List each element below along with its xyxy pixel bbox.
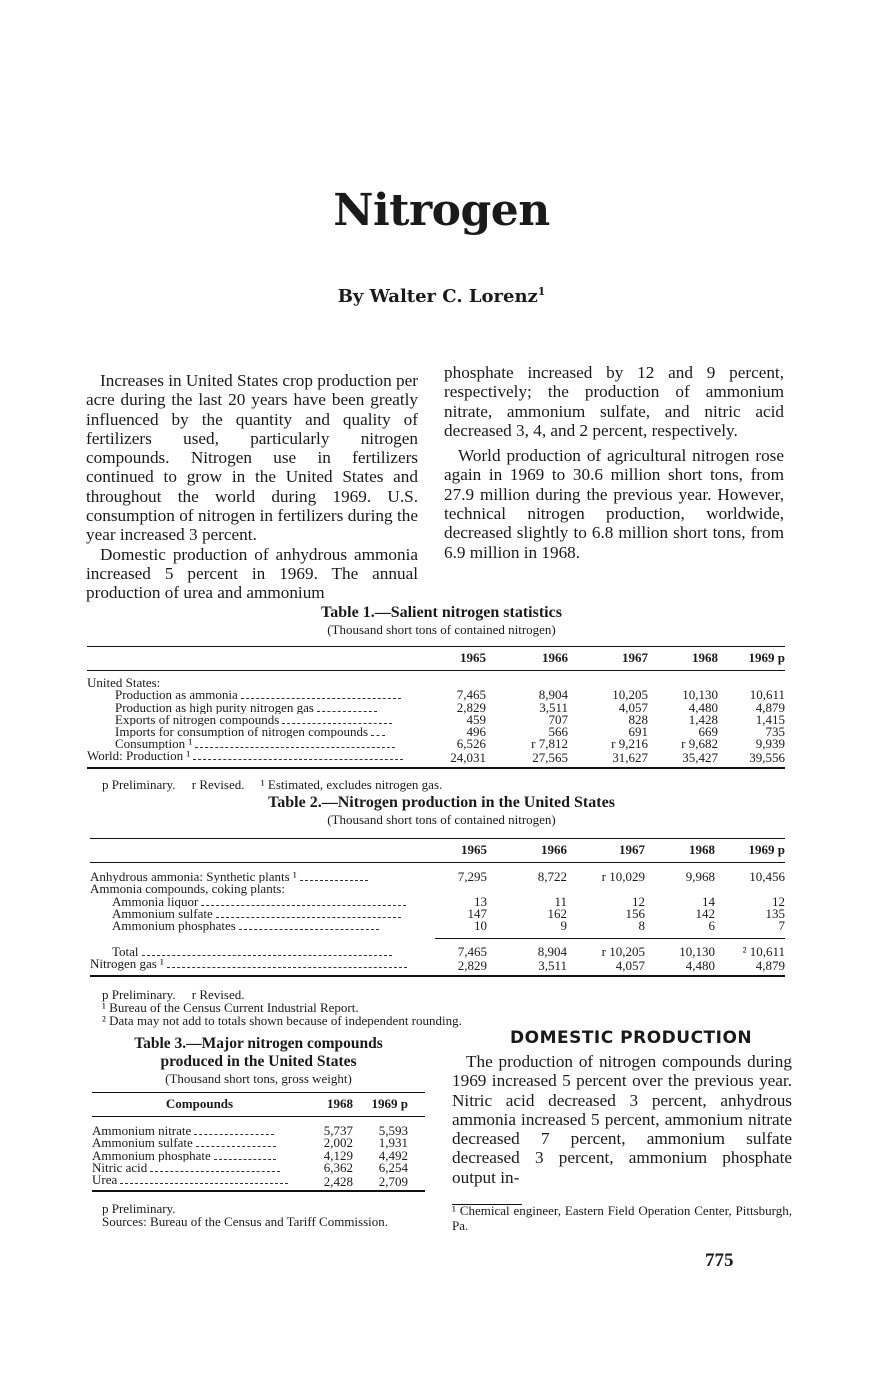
domestic-paragraph-1: The production of nitrogen compounds during 1969 increased 5 percent over the previous year. Nitric acid decreased 3 percent, anhydrous ammonia increased 5 percent, ammonium nitrate decreased 7 percent, ammonium sulfate decreased 3 percent, ammonium phosphate output in- — [452, 1052, 792, 1187]
cell: 2,002 — [323, 1135, 353, 1151]
table-row — [87, 702, 785, 714]
cell: 31,627 — [612, 750, 648, 766]
cell: 3,511 — [538, 958, 567, 974]
cell: 735 — [765, 724, 785, 740]
table-row — [92, 1150, 425, 1162]
intro-paragraph-3: phosphate increased by 12 and 9 percent, respectively; the production of ammonium nitrate, ammonium sulfate, and nitric acid decreased 3, 4, and 2 percent, respectively. — [444, 363, 784, 440]
cell: 2,829 — [457, 958, 487, 974]
table-row — [90, 939, 785, 959]
page-number: 775 — [705, 1250, 734, 1271]
table2-subtitle: (Thousand short tons of contained nitrogen) — [327, 812, 556, 827]
cell: 7,465 — [435, 939, 487, 959]
cell: 8,904 — [538, 687, 568, 703]
cell: 8 — [638, 918, 645, 934]
table2-footnote-3: ² Data may not add to totals shown because of independent rounding. — [102, 1013, 462, 1028]
page-title: Nitrogen — [333, 185, 550, 236]
cell: 156 — [625, 905, 645, 921]
row-label: Nitric acid — [92, 1162, 307, 1174]
cell: 5,737 — [323, 1123, 353, 1139]
byline-footnote-marker: 1 — [537, 285, 546, 298]
row-label: Production as ammonia — [87, 689, 432, 701]
cell: 8,904 — [487, 939, 567, 959]
cell: 7 — [778, 918, 785, 934]
table2-header-1968: 1968 — [689, 842, 715, 857]
cell: 9 — [560, 918, 567, 934]
row-label: Exports of nitrogen compounds — [87, 714, 432, 726]
table1-footnote: p Preliminary. r Revised. ¹ Estimated, excludes nitrogen gas. — [102, 777, 443, 792]
table3-footnote-1: p Preliminary. — [102, 1201, 176, 1216]
cell: 10,456 — [749, 869, 785, 885]
table1-header-1965: 1965 — [460, 650, 486, 665]
cell: 691 — [628, 724, 648, 740]
cell: 12 — [632, 893, 645, 909]
table2-caption — [0, 794, 883, 828]
row-label: Imports for consumption of nitrogen compounds — [87, 726, 432, 738]
table1-header-blank — [87, 646, 432, 671]
cell: 4,480 — [688, 699, 718, 715]
table1-header-row — [87, 646, 785, 671]
row-label: Ammonia compounds, coking plants: — [90, 883, 285, 896]
cell: 8,722 — [537, 869, 567, 885]
row-label: Anhydrous ammonia: Synthetic plants ¹ — [90, 863, 435, 884]
cell: 35,427 — [682, 750, 718, 766]
cell: 162 — [547, 905, 567, 921]
cell: 9,968 — [685, 869, 715, 885]
cell: 9,939 — [755, 736, 785, 752]
cell: 1,931 — [378, 1135, 408, 1151]
cell: 4,057 — [618, 699, 648, 715]
table1-header-1966: 1966 — [542, 650, 568, 665]
cell: 4,879 — [755, 958, 785, 974]
table1-caption — [0, 604, 883, 638]
cell: 10,130 — [682, 687, 718, 703]
right-column — [444, 363, 784, 562]
author-byline — [0, 286, 883, 307]
table1-header-1969: 1969 p — [748, 650, 785, 665]
cell: 10,205 — [612, 687, 648, 703]
cell: 669 — [698, 724, 718, 740]
cell: 6 — [708, 918, 715, 934]
row-label: Ammonium nitrate — [92, 1117, 307, 1138]
cell: 13 — [474, 893, 487, 909]
cell: 1,415 — [755, 711, 785, 727]
table3-header-1969: 1969 p — [371, 1096, 408, 1111]
author-footnote: ¹ Chemical engineer, Eastern Field Operation Center, Pittsburgh, Pa. — [452, 1203, 792, 1233]
cell: 12 — [772, 893, 785, 909]
row-label: Urea — [92, 1174, 307, 1191]
cell: 6,362 — [323, 1159, 353, 1175]
cell: 4,480 — [685, 958, 715, 974]
table2-footnote-1: p Preliminary. r Revised. — [102, 987, 245, 1002]
cell: 24,031 — [450, 750, 486, 766]
table-row — [90, 863, 785, 884]
cell: 5,593 — [378, 1123, 408, 1139]
table2-header-1969: 1969 p — [748, 842, 785, 857]
table3-footnote-2: Sources: Bureau of the Census and Tariff Commission. — [102, 1214, 389, 1229]
cell: r 10,205 — [567, 939, 645, 959]
domestic-production-column — [452, 1052, 792, 1187]
table2-header-1966: 1966 — [541, 842, 567, 857]
cell: 135 — [765, 905, 785, 921]
table1 — [87, 646, 785, 769]
left-column — [86, 371, 418, 603]
table-row — [92, 1117, 425, 1138]
cell: 14 — [702, 893, 715, 909]
cell: 7,295 — [457, 869, 487, 885]
table2-header-blank — [90, 838, 435, 863]
table1-subtitle: (Thousand short tons of contained nitrogen) — [327, 622, 556, 637]
table-row — [87, 738, 785, 750]
cell: 11 — [554, 893, 567, 909]
table3-header-compounds: Compounds — [165, 1096, 234, 1111]
cell: 459 — [466, 711, 486, 727]
table-row — [92, 1174, 425, 1191]
cell: 4,492 — [378, 1147, 408, 1163]
table-row — [90, 896, 785, 908]
cell: r 10,029 — [601, 869, 645, 885]
intro-paragraph-4: World production of agricultural nitrogen rose again in 1969 to 30.6 million short tons, from 27.9 million during the previous year. However, technical nitrogen production, worldwide, decreased slightly to 6.8 million short tons, from 6.9 million in 1968. — [444, 446, 784, 562]
table3-subtitle: (Thousand short tons, gross weight) — [165, 1071, 352, 1086]
cell: 4,057 — [615, 958, 645, 974]
row-label: Ammonium phosphates — [90, 920, 435, 939]
cell: r 7,812 — [531, 736, 568, 752]
cell: 142 — [695, 905, 715, 921]
cell: r 9,216 — [611, 736, 648, 752]
table3-title-line2: produced in the United States — [160, 1053, 357, 1070]
table-row — [90, 908, 785, 920]
table-row — [87, 671, 785, 690]
cell: 2,829 — [456, 699, 486, 715]
cell: 2,709 — [378, 1174, 408, 1190]
table1-title: Table 1.—Salient nitrogen statistics — [321, 604, 562, 621]
row-label: Ammonium phosphate — [92, 1150, 307, 1162]
table-row — [90, 958, 785, 975]
cell: 707 — [548, 711, 568, 727]
table1-header-1967: 1967 — [622, 650, 648, 665]
table-row — [90, 883, 785, 895]
table3-footnotes — [102, 1202, 432, 1228]
intro-paragraph-1: Increases in United States crop production per acre during the last 20 years have been greatly influenced by the quantity and quality of fertilizers used, particularly nitrogen compounds. Nitrogen use in fertilizers continued to grow in the United States and throughout the world during 1969. U.S. consumption of nitrogen in fertilizers during the year increased 3 percent. — [86, 371, 418, 545]
cell: 6,254 — [378, 1159, 408, 1175]
cell: 1,428 — [688, 711, 718, 727]
cell: 4,129 — [323, 1147, 353, 1163]
cell: 496 — [466, 724, 486, 740]
table2-title: Table 2.—Nitrogen production in the United States — [268, 794, 615, 811]
cell: 27,565 — [532, 750, 568, 766]
cell: 10,130 — [645, 939, 715, 959]
row-label: Ammonium sulfate — [90, 908, 435, 920]
table2-footnotes — [102, 988, 462, 1027]
table3 — [92, 1092, 425, 1192]
table1-group-label: United States: — [87, 675, 161, 690]
table3-header-row — [92, 1092, 425, 1117]
cell: r 9,682 — [681, 736, 718, 752]
table3-caption — [92, 1035, 425, 1087]
cell: 39,556 — [749, 750, 785, 766]
cell: 147 — [467, 905, 487, 921]
table-row — [90, 920, 785, 939]
row-label: World: Production ¹ — [87, 750, 432, 767]
table-row — [87, 750, 785, 767]
row-label: Total — [90, 939, 435, 959]
row-label: Nitrogen gas ¹ — [90, 958, 435, 975]
table2-header-1967: 1967 — [619, 842, 645, 857]
table2-header-1965: 1965 — [461, 842, 487, 857]
table2-footnote-2: ¹ Bureau of the Census Current Industrial Report. — [102, 1000, 359, 1015]
cell: 828 — [628, 711, 648, 727]
table-row — [92, 1162, 425, 1174]
table-row — [87, 714, 785, 726]
cell: 10 — [474, 918, 487, 934]
cell: 10,611 — [749, 687, 785, 703]
table3-header-1968: 1968 — [327, 1096, 353, 1111]
cell: 2,428 — [323, 1174, 353, 1190]
row-label: Consumption ¹ — [87, 738, 432, 750]
table-row — [87, 689, 785, 701]
table2 — [90, 838, 785, 977]
row-label: Ammonia liquor — [90, 896, 435, 908]
table2-header-row — [90, 838, 785, 863]
row-label: Production as high purity nitrogen gas — [87, 702, 432, 714]
table3-title-line1: Table 3.—Major nitrogen compounds — [134, 1035, 383, 1052]
section-heading-domestic-production: DOMESTIC PRODUCTION — [510, 1028, 753, 1048]
cell: 7,465 — [456, 687, 486, 703]
table1-header-1968: 1968 — [692, 650, 718, 665]
row-label: Ammonium sulfate — [92, 1137, 307, 1149]
cell: 566 — [548, 724, 568, 740]
cell: 4,879 — [755, 699, 785, 715]
table-row — [92, 1137, 425, 1149]
intro-paragraph-2: Domestic production of anhydrous ammonia increased 5 percent in 1969. The annual production of urea and ammonium — [86, 544, 418, 603]
author-name: By Walter C. Lorenz — [337, 286, 538, 307]
cell: ² 10,611 — [715, 939, 785, 959]
cell: 6,526 — [456, 736, 486, 752]
cell: 3,511 — [539, 699, 568, 715]
